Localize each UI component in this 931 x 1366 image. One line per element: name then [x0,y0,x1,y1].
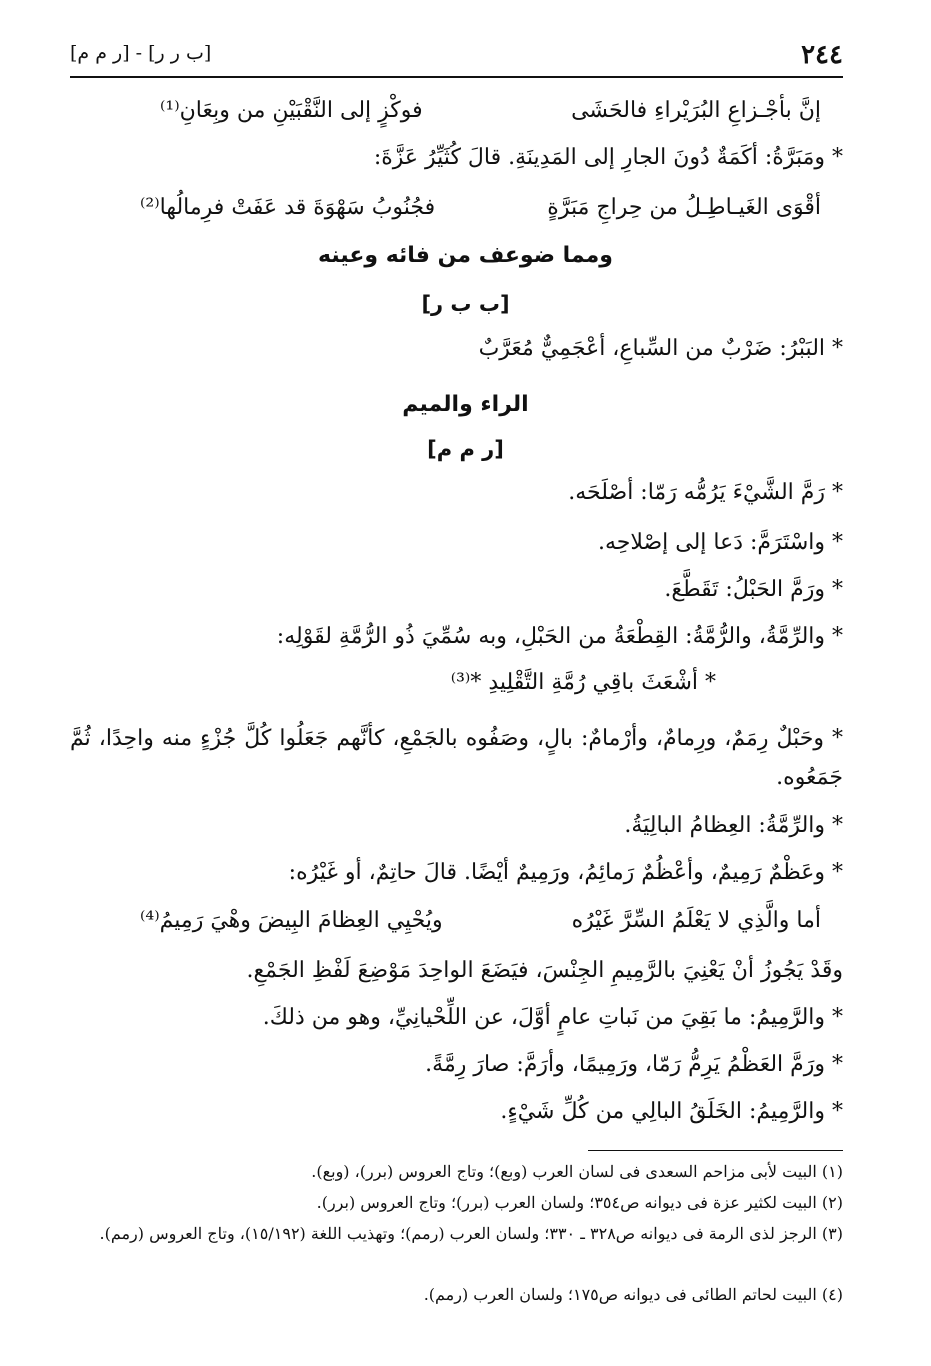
entry-line: * ورَمَّ العَظْمُ يَرِمُّ رَمّا، ورَمِيمًا، وأرَمَّ: صارَ رِمَّةً. [425,1052,843,1077]
footnote: (٢) البيت لكثير عزة فى ديوانه ص٣٥٤؛ ولسان العرب (برر)؛ وتاج العروس (برر). [316,1193,843,1212]
section-heading-ra-mim: الراء والميم [402,392,529,417]
rajaz-verse: * أشْعَثَ باقِي رُمَّةِ التَّقْلِيدِ *⁽³⁾ [450,670,716,695]
verse2-second-hemistich: فجُنُوبُ سَهْوَةَ قد عَفَتْ فرِمالُها⁽²⁾ [140,195,436,220]
footnote: (١) البيت لأبى مزاحم السعدى فى لسان العرب (وبع)؛ وتاج العروس (برر)، (وبع). [311,1162,843,1181]
footnote: (٤) البيت لحاتم الطائى فى ديوانه ص١٧٥؛ ولسان العرب (رمم). [423,1285,843,1304]
entry-line: * وعَظْمٌ رَمِيمٌ، وأعْظُمٌ رَمائِمُ، ورَمِيمٌ أيْضًا. قالَ حاتِمٌ، أو غَيْرُه: [288,860,843,885]
entry-habl: * وحَبْلٌ رِمَمٌ، ورِمامٌ، وأرْمامٌ: بالٍ، وصَفُوه بالجَمْعِ، كأنَّهم جَعَلُوا كُلَّ جُزْءٍ منه واحِدًا، ثُمَّ جَمَعُوه. [70,726,843,790]
root-heading-bbr: [ب ب ر] [421,292,510,316]
verse3-second-hemistich: ويُحْيِي العِظامَ البِيضَ وهْيَ رَمِيمُ⁽⁴⁾ [140,908,443,933]
header-rule [70,76,843,78]
entry-line: * والرَّمِيمُ: الخَلَقُ البالِي من كُلِّ شَيْءٍ. [500,1099,843,1124]
footnote-rule [588,1150,843,1151]
entry-mabarra: * ومَبَرَّةُ: أكَمَةٌ دُونَ الجارِ إلى المَدِينَةِ. قالَ كُثَيِّرُ عَزَّةَ: [373,145,843,170]
section-heading: ومما ضوعف من فائه وعينه [318,243,613,268]
verse1-second-hemistich: فوكْزٍ إلى النَّقْبَيْنِ من وبِعَانِ⁽¹⁾ [160,98,423,123]
entry-line: * والرِّمَّةُ، والرُّمَّةُ: القِطْعَةُ من الحَبْلِ، وبه سُمِّيَ ذُو الرُّمَّةِ لقَوْلِه: [276,624,843,649]
entry-line: وقَدْ يَجُوزُ أنْ يَعْنِيَ بالرَّمِيمِ الجِنْسَ، فيَضَعَ الواحِدَ مَوْضِعَ لَفْظِ الجَمْعِ. [246,958,843,983]
entry-line: * والرِّمَّةُ: العِظامُ البالِيَةُ. [624,813,843,838]
entry-babr: * البَبْرُ: ضَرْبٌ من السِّباعِ، أعْجَمِيٌّ مُعَرَّبٌ [478,336,843,361]
root-heading-rmm: [ر م م] [427,437,504,461]
entry-line: * رَمَّ الشَّيْءَ يَرُمُّه رَمّا: أصْلَحَه. [568,480,843,505]
entry-line: * والرَّمِيمُ: ما بَقِيَ من نَباتِ عامٍ أوَّلَ، عن اللِّحْيانِيِّ، وهو من ذلكَ. [262,1005,843,1030]
entry-line: * واسْتَرَمَّ: دَعا إلى إصْلاحِه. [597,530,843,555]
running-title: [ب ر ر] - [ر م م] [70,42,212,64]
verse2-first-hemistich: أقْوَى الغَيـاطِـلُ من حِراجِ مَبَرَّةٍ [547,195,821,220]
verse1-first-hemistich: إنَّ بأجْـزاعِ البُرَيْراءِ فالحَشَى [571,98,821,123]
footnote: (٣) الرجز لذى الرمة فى ديوانه ص٣٢٨ ـ ٣٣٠؛ ولسان العرب (رمم)؛ وتهذيب اللغة (١٥/١٩٢)، وتاج العروس (رمم). [99,1224,843,1243]
entry-line: * ورَمَّ الحَبْلُ: تَقَطَّعَ. [664,577,843,602]
page-number: ٢٤٤ [801,40,843,70]
page-header [70,38,843,78]
verse3-first-hemistich: أما والَّذِي لا يَعْلَمُ السِّرَّ غَيْرُه [571,908,821,933]
